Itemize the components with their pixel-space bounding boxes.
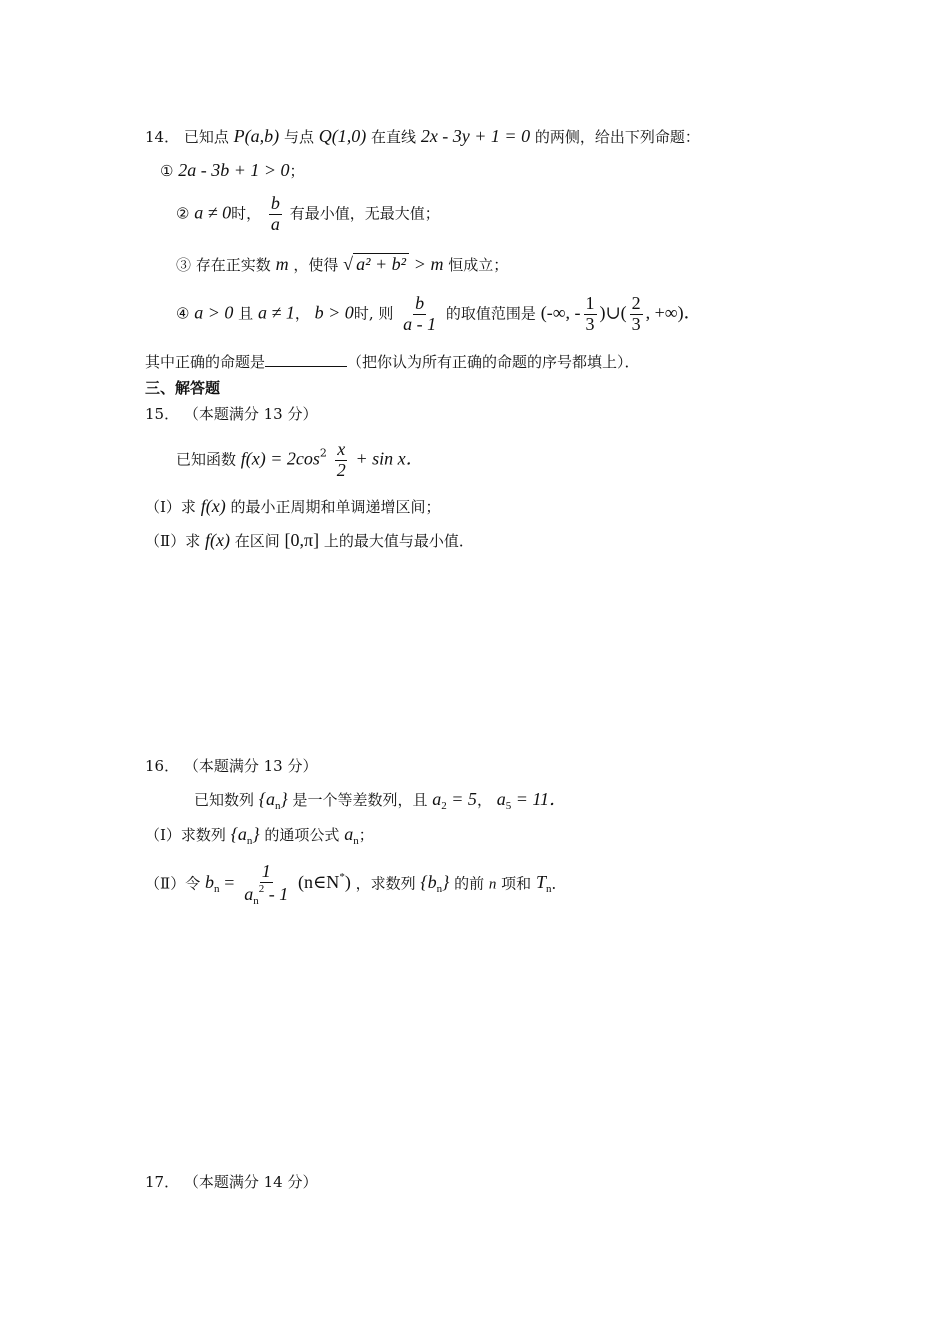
q15-part-1: （Ⅰ）求 f(x) 的最小正周期和单调递增区间； — [145, 496, 441, 516]
q14-proposition-2: ② a ≠ 0时， $\frac{b}{a}$ 有最小值，无最大值； — [176, 193, 440, 234]
answer-blank[interactable] — [265, 352, 347, 367]
fraction-1-over-an2-minus-1: $\frac{1}{a_n^2 - 1}$ — [244, 861, 289, 907]
q16-given: 已知数列 $\{a_n\}$ 是一个等差数列，且 $a_2 = 5$， $a_5 = 11$． — [194, 789, 568, 812]
q14-proposition-4: ④ a > 0 且 a ≠ 1， b > 0时, 则 $\frac{b}{a - 1}$ 的取值范围是 (-∞, - $\frac{1}{3}$ )∪( $\frac{2}{3}$ , +∞)． — [176, 293, 702, 334]
q14-proposition-3: ③ 存在正实数 m ，使得 √ a² + b² > m 恒成立； — [176, 254, 509, 274]
section-title: 三、解答题 — [145, 379, 221, 397]
fraction-b-over-a: $\frac{b}{a}$ — [270, 193, 280, 234]
square-root: a² + b² — [353, 253, 409, 274]
q15-part-2: （Ⅱ）求 f(x) 在区间 [0,π] 上的最大值与最小值． — [145, 530, 474, 550]
q17-header: 17． （本题满分 14 分） — [145, 1173, 318, 1191]
q16-part-1: （Ⅰ）求数列 $\{a_n\}$ 的通项公式 $a_n$； — [145, 824, 374, 847]
q16-part-2: （Ⅱ）令 $b_n$ = $\frac{1}{a_n^2 - 1}$ (n∈N*) ，求数列 $\{b_n\}$ 的前 n 项和 $T_n$． — [145, 861, 567, 907]
q15-header: 15． （本题满分 13 分） — [145, 405, 318, 423]
q15-given: 已知函数 $f(x) = 2\cos^2$ $\frac{x}{2}$ + sin x． — [176, 439, 424, 480]
q14-question: 其中正确的命题是 （把你认为所有正确的命题的序号都填上）． — [145, 353, 640, 371]
fraction-x-over-2: $\frac{x}{2}$ — [336, 439, 346, 480]
q14-proposition-1: ① 2a - 3b + 1 > 0； — [160, 160, 305, 180]
fraction-b-over-a-minus-1: $\frac{b}{a - 1}$ — [403, 293, 437, 334]
q14-stem: 14． 已知点 P(a,b) 与点 Q(1,0) 在直线 2x - 3y + 1 = 0 的两侧，给出下列命题： — [145, 126, 700, 146]
q16-header: 16． （本题满分 13 分） — [145, 757, 318, 775]
